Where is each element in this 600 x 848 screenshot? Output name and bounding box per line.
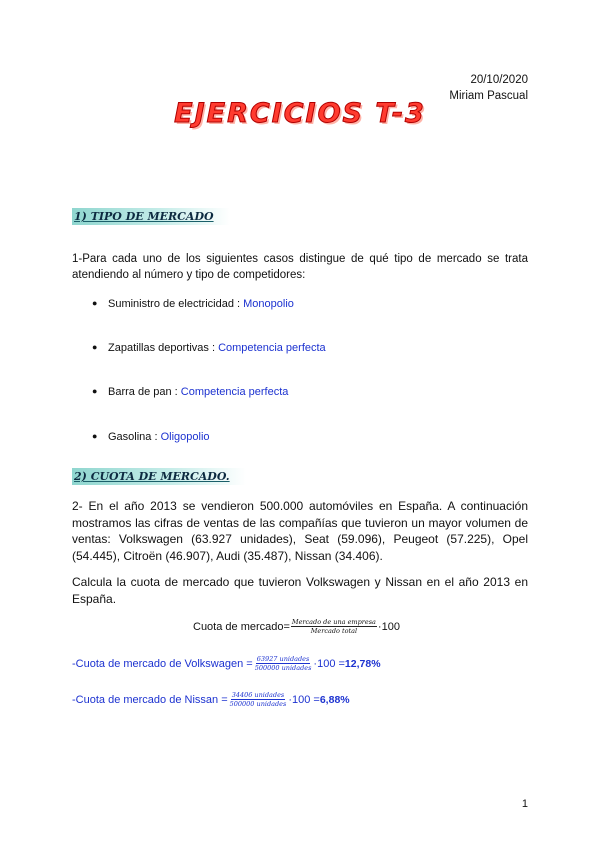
formula-rhs: ·100 — [377, 620, 400, 633]
result-volkswagen — [72, 655, 381, 672]
bullet-icon: ● — [92, 342, 98, 352]
list-item — [92, 429, 210, 444]
section-heading-cuota-mercado: 2) CUOTA DE MERCADO. — [72, 468, 246, 485]
market-share-formula — [193, 618, 400, 635]
result-fraction — [229, 691, 288, 708]
result-value: 6,88% — [319, 693, 350, 706]
result-numerator: 63927 unidades — [256, 655, 310, 663]
section-heading-tipo-mercado: 1) TIPO DE MERCADO — [72, 208, 230, 225]
result-denominator: 500000 unidades — [229, 700, 287, 708]
result-denominator: 500000 unidades — [254, 664, 312, 672]
result-fraction — [254, 655, 313, 672]
item-label: Zapatillas deportivas : — [108, 342, 219, 354]
formula-lhs: Cuota de mercado= — [193, 620, 290, 633]
question-1-text: 1-Para cada uno de los siguientes casos distingue de qué tipo de mercado se trata atendiendo al número y tipo de competidores: — [72, 253, 528, 281]
item-label: Suministro de electricidad : — [108, 298, 244, 310]
list-item — [92, 340, 326, 355]
bullet-icon: ● — [92, 386, 98, 396]
page-number: 1 — [521, 798, 528, 810]
item-label: Gasolina : — [108, 431, 161, 443]
result-mult: ·100 = — [313, 657, 345, 670]
header-date: 20/10/2020 — [470, 74, 528, 86]
formula-numerator: Mercado de una empresa — [291, 618, 376, 626]
item-answer: Monopolio — [243, 298, 294, 310]
bullet-icon: ● — [92, 431, 98, 441]
result-mult: ·100 = — [288, 693, 320, 706]
item-label: Barra de pan : — [108, 386, 181, 398]
document-title: EJERCICIOS T-3 — [174, 98, 426, 129]
result-value: 12,78% — [344, 657, 381, 670]
result-nissan — [72, 691, 350, 708]
result-label: -Cuota de mercado de Volkswagen = — [72, 657, 253, 670]
header-author: Miriam Pascual — [449, 90, 528, 102]
formula-fraction — [291, 618, 377, 635]
result-numerator: 34406 unidades — [231, 691, 285, 699]
question-2-task: Calcula la cuota de mercado que tuvieron Volkswagen y Nissan en el año 2013 en España. — [72, 575, 528, 606]
formula-denominator: Mercado total — [310, 627, 358, 635]
item-answer: Oligopolio — [160, 431, 210, 443]
item-answer: Competencia perfecta — [218, 342, 326, 354]
item-answer: Competencia perfecta — [180, 386, 289, 398]
result-label: -Cuota de mercado de Nissan = — [72, 693, 228, 706]
list-item — [92, 384, 288, 399]
list-item — [92, 296, 294, 311]
question-2-intro: 2- En el año 2013 se vendieron 500.000 automóviles en España. A continuación mostramos las cifras de ventas de las compañías que tuvieron un mayor volumen de ventas: Volkswagen (63.927 unidades), Seat (59.096), Peugeot (57.225), Opel (54.445), Citroën (46.907), Audi (35.487), Nissan (34.406). — [72, 499, 528, 563]
bullet-icon: ● — [92, 298, 98, 308]
